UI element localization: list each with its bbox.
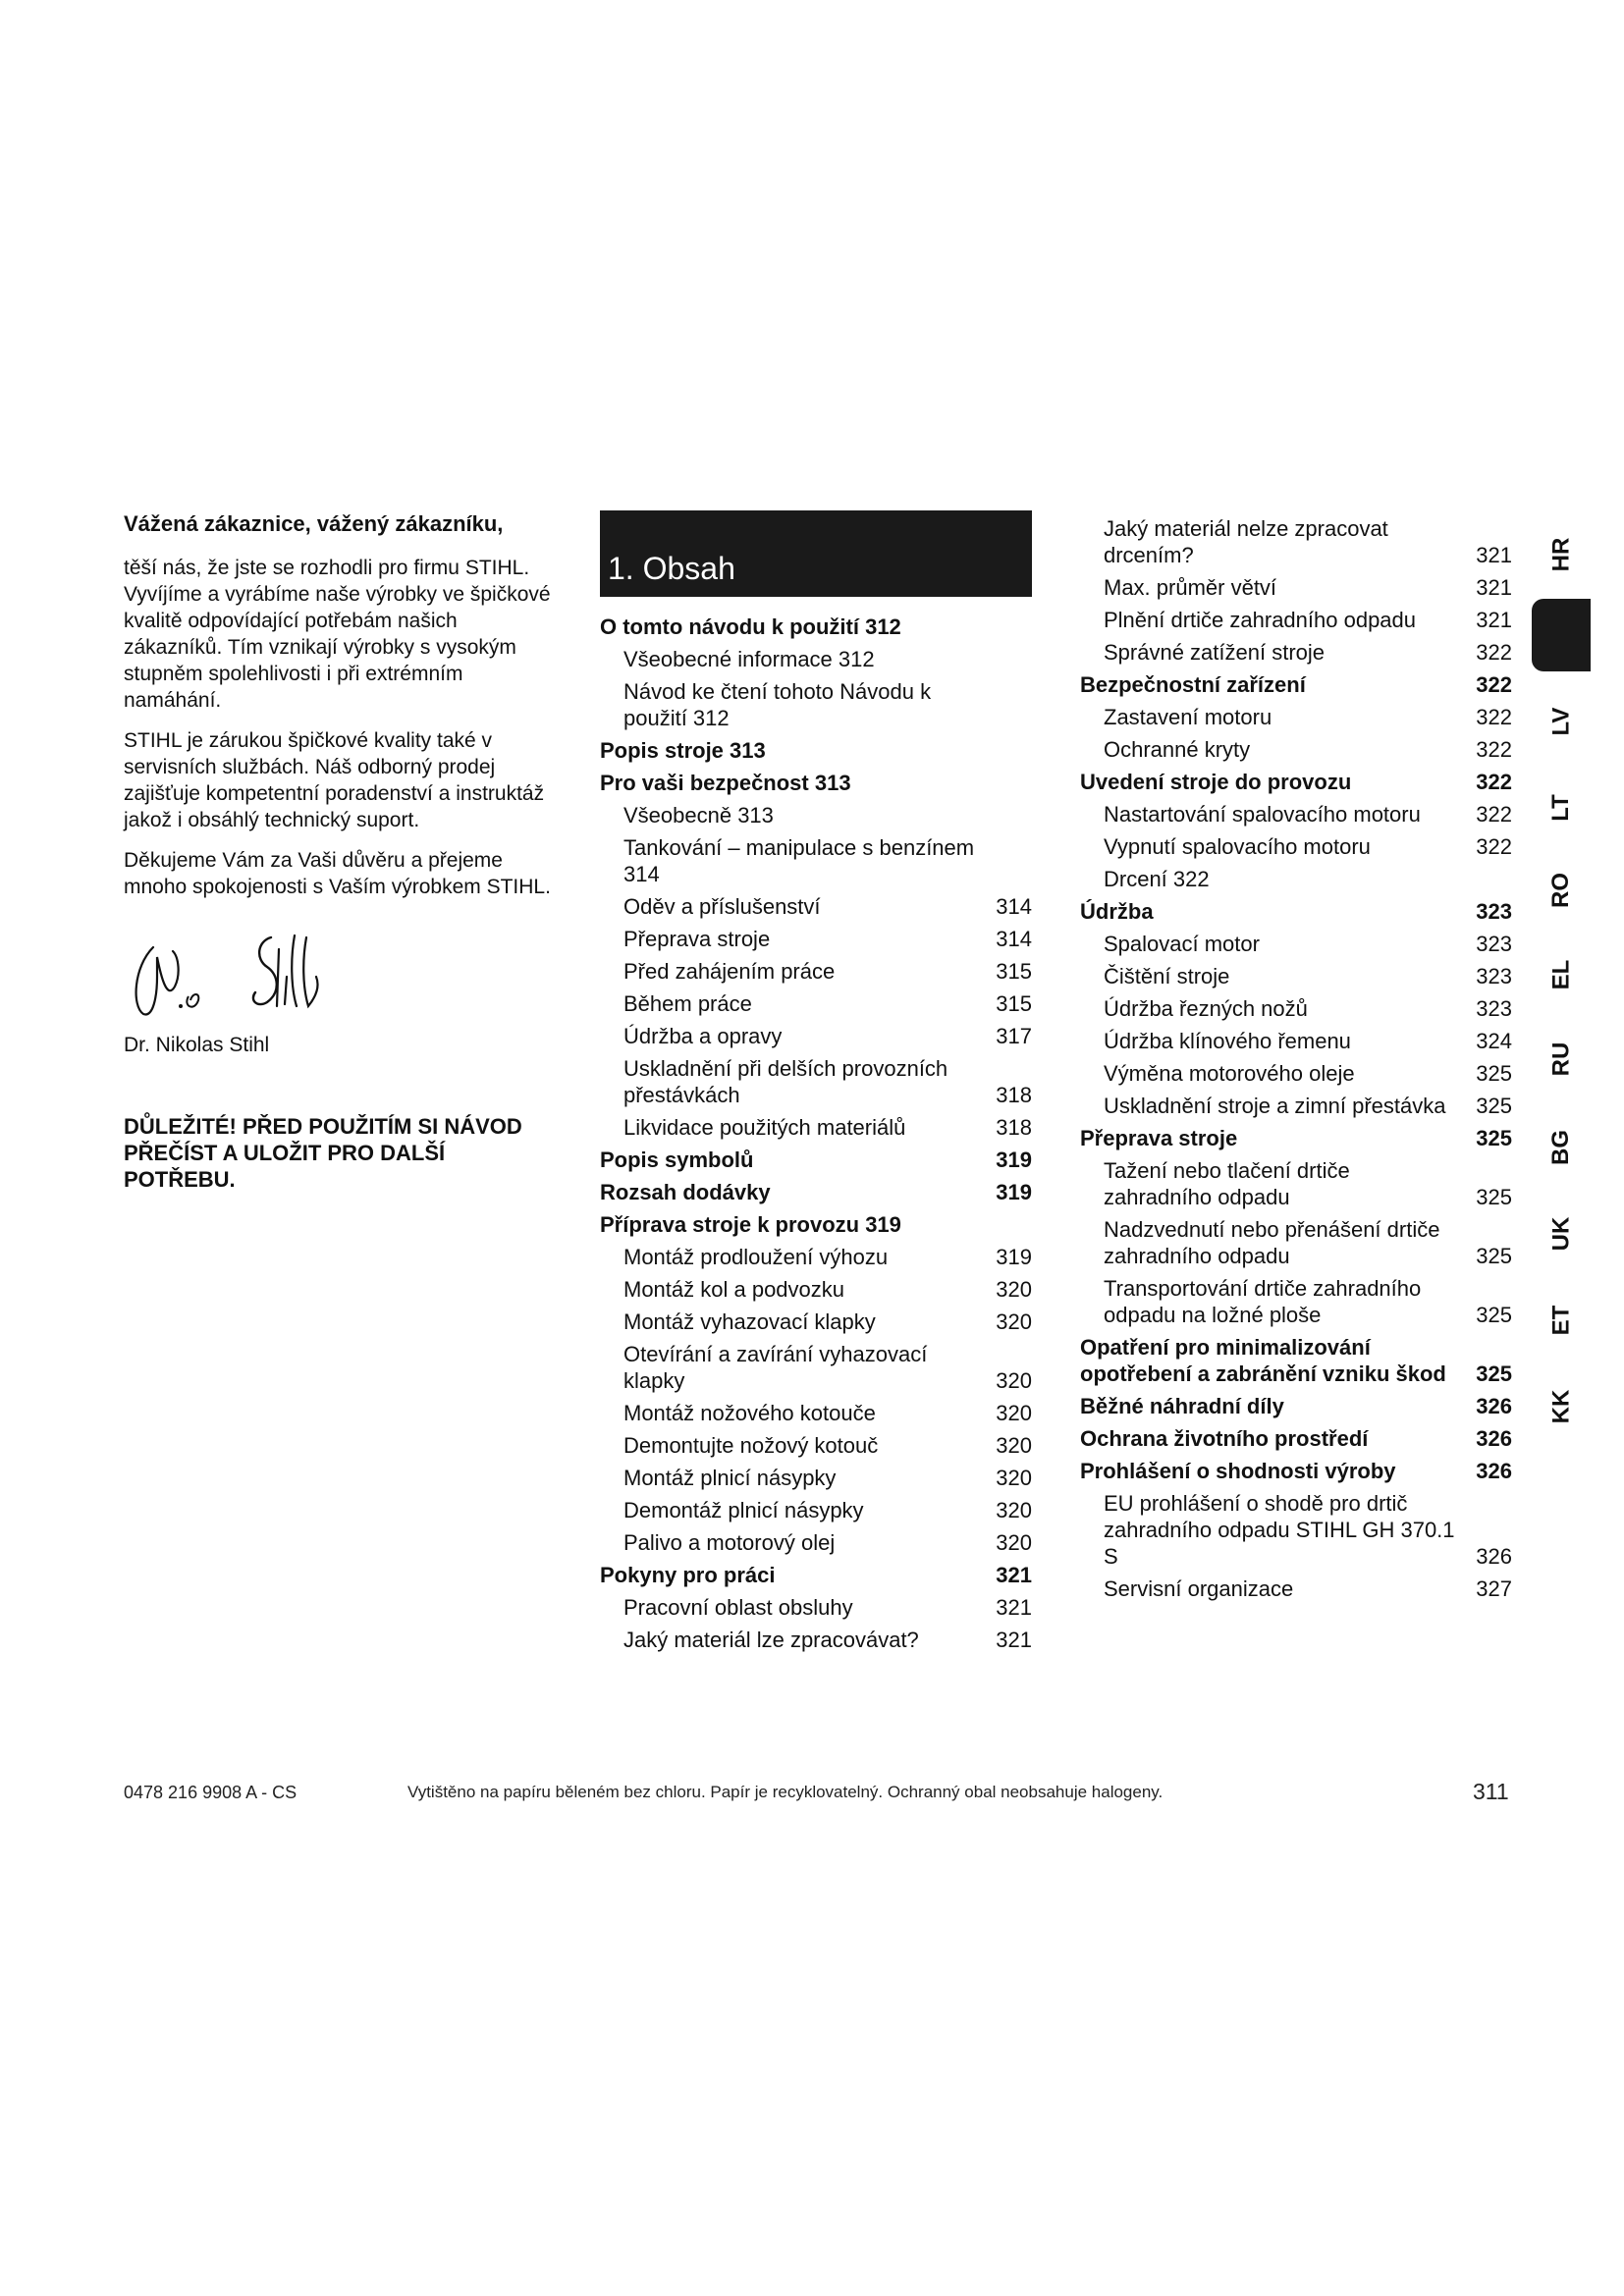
toc-entry-page: 324 [1476, 1029, 1512, 1053]
language-tab-et [1532, 1296, 1591, 1345]
toc-entry-page: 325 [1476, 1126, 1512, 1150]
toc-entry-title: Uskladnění při delších provozních přestávkách [623, 1056, 948, 1107]
toc-subsection-entry [600, 1306, 1032, 1338]
toc-entry-title: Ochranné kryty [1104, 737, 1251, 762]
language-tab-ro [1532, 866, 1591, 915]
toc-section-entry [1080, 1331, 1512, 1390]
toc-entry-title: Tažení nebo tlačení drtiče zahradního odpadu [1104, 1158, 1350, 1209]
toc-subsection-entry [600, 988, 1032, 1020]
toc-entry-title: Údržba a opravy [623, 1024, 783, 1048]
toc-subsection-entry [1080, 1213, 1512, 1272]
toc-list [600, 611, 1032, 1656]
toc-entry-title: Max. průměr větví [1104, 575, 1277, 600]
toc-entry-title: Demontáž plnicí násypky [623, 1498, 864, 1522]
toc-subsection-entry [600, 799, 1032, 831]
toc-subsection-entry [600, 1591, 1032, 1624]
toc-section-entry [600, 734, 1032, 767]
toc-entry-page: 322 [1476, 672, 1512, 697]
toc-entry-title: Opatření pro minimalizování opotřebení a zabránění vzniku škod [1080, 1335, 1446, 1386]
toc-entry-title: Příprava stroje k provozu 319 [600, 1212, 901, 1237]
toc-subsection-entry [1080, 636, 1512, 668]
toc-subsection-entry [600, 890, 1032, 923]
toc-entry-title: Uvedení stroje do provozu [1080, 770, 1352, 794]
toc-entry-title: Jaký materiál nelze zpracovat drcením? [1104, 516, 1388, 567]
toc-entry-page: 322 [1476, 737, 1512, 762]
toc-subsection-entry [600, 1273, 1032, 1306]
language-tab-kk [1532, 1382, 1591, 1431]
toc-entry-title: Montáž vyhazovací klapky [623, 1309, 876, 1334]
toc-entry-page: 325 [1476, 1362, 1512, 1386]
toc-entry-title: Přeprava stroje [1080, 1126, 1238, 1150]
toc-section-entry [1080, 766, 1512, 798]
toc-subsection-entry [600, 923, 1032, 955]
toc-entry-page: 326 [1476, 1544, 1512, 1569]
language-tab-label: HR [1546, 537, 1574, 572]
toc-entry-title: Montáž kol a podvozku [623, 1277, 845, 1302]
toc-entry-title: Zastavení motoru [1104, 705, 1272, 729]
toc-entry-page: 325 [1476, 1185, 1512, 1209]
toc-subsection-entry [600, 1338, 1032, 1397]
toc-entry-page: 315 [996, 959, 1032, 984]
handwritten-signature [124, 928, 350, 1022]
toc-subsection-entry [600, 1241, 1032, 1273]
language-tab-label: BG [1547, 1130, 1574, 1165]
toc-entry-page: 321 [1476, 543, 1512, 567]
toc-subsection-entry [600, 643, 1032, 675]
toc-entry-page: 325 [1476, 1303, 1512, 1327]
toc-subsection-entry [1080, 1487, 1512, 1573]
toc-entry-title: Drcení 322 [1104, 867, 1210, 891]
language-tab-label: EL [1546, 959, 1574, 990]
toc-entry-page: 325 [1476, 1244, 1512, 1268]
toc-entry-title: Ochrana životního prostředí [1080, 1426, 1369, 1451]
toc-section-entry [600, 1176, 1032, 1208]
toc-entry-title: O tomto návodu k použití 312 [600, 614, 901, 639]
toc-subsection-entry [1080, 571, 1512, 604]
toc-entry-title: Pracovní oblast obsluhy [623, 1595, 853, 1620]
toc-entry-title: Demontujte nožový kotouč [623, 1433, 879, 1458]
toc-entry-title: Popis stroje 313 [600, 738, 766, 763]
language-tab-label: RU [1546, 1041, 1574, 1077]
language-tab-label: UK [1546, 1216, 1574, 1252]
toc-entry-page: 321 [996, 1595, 1032, 1620]
toc-subsection-entry [600, 1020, 1032, 1052]
toc-entry-page: 318 [996, 1115, 1032, 1140]
toc-entry-page: 319 [996, 1148, 1032, 1172]
toc-entry-title: Výměna motorového oleje [1104, 1061, 1355, 1086]
toc-entry-page: 321 [996, 1563, 1032, 1587]
toc-entry-page: 326 [1476, 1426, 1512, 1451]
toc-entry-title: Popis symbolů [600, 1148, 754, 1172]
toc-entry-page: 320 [996, 1466, 1032, 1490]
toc-entry-title: Během práce [623, 991, 752, 1016]
toc-entry-page: 323 [1476, 899, 1512, 924]
toc-title: 1. Obsah [608, 551, 735, 586]
toc-entry-page: 321 [996, 1628, 1032, 1652]
language-tab-lt [1532, 783, 1591, 832]
toc-entry-page: 327 [1476, 1576, 1512, 1601]
toc-entry-title: Údržba [1080, 899, 1154, 924]
toc-entry-title: Plnění drtiče zahradního odpadu [1104, 608, 1417, 632]
language-tab-label: LT [1546, 794, 1574, 822]
toc-entry-title: Oděv a příslušenství [623, 894, 821, 919]
toc-entry-title: Nadzvednutí nebo přenášení drtiče zahradního odpadu [1104, 1217, 1440, 1268]
toc-subsection-entry [1080, 960, 1512, 992]
language-tab-active [1532, 599, 1591, 671]
toc-subsection-entry [1080, 512, 1512, 571]
toc-column-2 [1080, 512, 1512, 1605]
toc-subsection-entry [1080, 701, 1512, 733]
toc-entry-title: Návod ke čtení tohoto Návodu k použití 312 [623, 679, 932, 730]
language-tab-label: KK [1546, 1389, 1574, 1424]
toc-entry-title: Rozsah dodávky [600, 1180, 771, 1204]
toc-section-entry [1080, 1122, 1512, 1154]
toc-entry-page: 320 [996, 1498, 1032, 1522]
toc-subsection-entry [600, 1462, 1032, 1494]
toc-entry-page: 325 [1476, 1061, 1512, 1086]
toc-subsection-entry [1080, 1090, 1512, 1122]
toc-entry-page: 320 [996, 1368, 1032, 1393]
toc-section-entry [1080, 895, 1512, 928]
toc-entry-title: Čištění stroje [1104, 964, 1230, 988]
toc-subsection-entry [1080, 1272, 1512, 1331]
toc-entry-page: 314 [996, 927, 1032, 951]
toc-subsection-entry [600, 831, 1032, 890]
toc-entry-title: Jaký materiál lze zpracovávat? [623, 1628, 919, 1652]
intro-paragraph: Děkujeme Vám za Vaši důvěru a přejeme mnoho spokojenosti s Vaším výrobkem STIHL. [124, 849, 551, 898]
toc-entry-page: 326 [1476, 1394, 1512, 1418]
toc-section-entry [600, 1144, 1032, 1176]
toc-entry-page: 323 [1476, 932, 1512, 956]
print-note: Vytištěno na papíru běleném bez chloru. Papír je recyklovatelný. Ochranný obal neobsahuje halogeny. [407, 1783, 1164, 1801]
toc-list [1080, 512, 1512, 1605]
toc-entry-title: Nastartování spalovacího motoru [1104, 802, 1421, 827]
toc-entry-page: 321 [1476, 575, 1512, 600]
toc-entry-title: Všeobecně 313 [623, 803, 774, 828]
toc-entry-page: 322 [1476, 705, 1512, 729]
toc-section-entry [1080, 668, 1512, 701]
toc-entry-page: 319 [996, 1245, 1032, 1269]
language-tab-uk [1532, 1209, 1591, 1258]
toc-subsection-entry [1080, 1025, 1512, 1057]
intro-paragraph: STIHL je zárukou špičkové kvality také v servisních službách. Náš odborný prodej zajišťuje kompetentní poradenství a instruktáž jakož i obsáhlý technický suport. [124, 729, 545, 831]
greeting-heading: Vážená zákaznice, vážený zákazníku, [124, 511, 504, 536]
toc-subsection-entry [1080, 798, 1512, 830]
toc-title-bar [600, 510, 1032, 597]
toc-entry-page: 320 [996, 1309, 1032, 1334]
toc-entry-title: Servisní organizace [1104, 1576, 1294, 1601]
toc-entry-title: Likvidace použitých materiálů [623, 1115, 906, 1140]
toc-subsection-entry [1080, 733, 1512, 766]
important-notice: DŮLEŽITÉ! PŘED POUŽITÍM SI NÁVOD PŘEČÍST A ULOŽIT PRO DALŠÍ POTŘEBU. [124, 1114, 522, 1192]
toc-subsection-entry [600, 675, 1032, 734]
toc-subsection-entry [600, 1397, 1032, 1429]
toc-entry-title: Uskladnění stroje a zimní přestávka [1104, 1094, 1446, 1118]
toc-entry-page: 322 [1476, 802, 1512, 827]
toc-subsection-entry [1080, 1573, 1512, 1605]
toc-entry-title: Správné zatížení stroje [1104, 640, 1326, 665]
toc-subsection-entry [600, 1111, 1032, 1144]
toc-subsection-entry [1080, 1057, 1512, 1090]
toc-section-entry [600, 1559, 1032, 1591]
toc-entry-title: Údržba klínového řemenu [1104, 1029, 1351, 1053]
toc-subsection-entry [600, 1429, 1032, 1462]
toc-entry-title: Montáž prodloužení výhozu [623, 1245, 889, 1269]
toc-entry-page: 322 [1476, 834, 1512, 859]
language-tab-label: LV [1546, 707, 1574, 736]
language-tab-label: ET [1546, 1305, 1574, 1336]
toc-subsection-entry [600, 1052, 1032, 1111]
toc-section-entry [1080, 1455, 1512, 1487]
toc-entry-title: Tankování – manipulace s benzínem 314 [623, 835, 975, 886]
toc-entry-page: 323 [1476, 996, 1512, 1021]
intro-column [124, 510, 556, 1193]
document-code: 0478 216 9908 A - CS [124, 1783, 298, 1802]
toc-entry-title: Bezpečnostní zařízení [1080, 672, 1306, 697]
toc-section-entry [600, 611, 1032, 643]
toc-entry-title: Všeobecné informace 312 [623, 647, 875, 671]
language-tab-hr [1532, 530, 1591, 579]
toc-subsection-entry [1080, 992, 1512, 1025]
toc-entry-page: 320 [996, 1401, 1032, 1425]
toc-entry-title: Vypnutí spalovacího motoru [1104, 834, 1371, 859]
toc-entry-title: Montáž nožového kotouče [623, 1401, 876, 1425]
toc-subsection-entry [1080, 928, 1512, 960]
toc-entry-page: 314 [996, 894, 1032, 919]
toc-subsection-entry [600, 1624, 1032, 1656]
toc-subsection-entry [600, 1526, 1032, 1559]
toc-entry-page: 325 [1476, 1094, 1512, 1118]
toc-entry-title: Transportování drtiče zahradního odpadu na ložné ploše [1104, 1276, 1422, 1327]
toc-entry-page: 315 [996, 991, 1032, 1016]
toc-subsection-entry [1080, 604, 1512, 636]
toc-entry-page: 320 [996, 1277, 1032, 1302]
toc-entry-title: Pro vaši bezpečnost 313 [600, 771, 851, 795]
toc-entry-title: Spalovací motor [1104, 932, 1260, 956]
toc-entry-title: Údržba řezných nožů [1104, 996, 1308, 1021]
toc-subsection-entry [600, 955, 1032, 988]
intro-paragraph: těší nás, že jste se rozhodli pro firmu STIHL. Vyvíjíme a vyrábíme naše výrobky ve špičkové kvalitě odpovídající potřebám našich zákazníků. Tím vznikají výrobky s vysokým stupněm spolehlivosti i při extrémním namáhání. [124, 557, 551, 712]
signature-image [124, 928, 556, 1022]
toc-section-entry [1080, 1422, 1512, 1455]
toc-subsection-entry [1080, 1154, 1512, 1213]
toc-entry-page: 322 [1476, 640, 1512, 665]
toc-subsection-entry [600, 1494, 1032, 1526]
toc-entry-title: Pokyny pro práci [600, 1563, 776, 1587]
toc-entry-title: Před zahájením práce [623, 959, 836, 984]
page-number: 311 [1473, 1779, 1509, 1804]
toc-section-entry [600, 1208, 1032, 1241]
toc-entry-page: 322 [1476, 770, 1512, 794]
toc-subsection-entry [1080, 830, 1512, 863]
toc-section-entry [600, 767, 1032, 799]
toc-entry-title: Přeprava stroje [623, 927, 771, 951]
toc-entry-title: Běžné náhradní díly [1080, 1394, 1284, 1418]
toc-section-entry [1080, 1390, 1512, 1422]
signer-name: Dr. Nikolas Stihl [124, 1034, 270, 1056]
toc-entry-page: 326 [1476, 1459, 1512, 1483]
toc-entry-page: 317 [996, 1024, 1032, 1048]
toc-entry-page: 319 [996, 1180, 1032, 1204]
language-tab-lv [1532, 697, 1591, 746]
toc-entry-page: 320 [996, 1530, 1032, 1555]
toc-entry-title: Prohlášení o shodnosti výroby [1080, 1459, 1396, 1483]
toc-subsection-entry [1080, 863, 1512, 895]
language-tab-bg [1532, 1123, 1591, 1172]
toc-column-1 [600, 510, 1032, 1656]
toc-entry-page: 318 [996, 1083, 1032, 1107]
language-tab-el [1532, 950, 1591, 999]
toc-entry-page: 320 [996, 1433, 1032, 1458]
language-tab-label: RO [1547, 873, 1574, 908]
toc-entry-title: Palivo a motorový olej [623, 1530, 836, 1555]
toc-entry-title: EU prohlášení o shodě pro drtič zahradního odpadu STIHL GH 370.1 S [1104, 1491, 1455, 1569]
toc-entry-title: Otevírání a zavírání vyhazovací klapky [623, 1342, 928, 1393]
toc-entry-page: 321 [1476, 608, 1512, 632]
language-tab-ru [1532, 1035, 1591, 1084]
toc-entry-title: Montáž plnicí násypky [623, 1466, 837, 1490]
toc-entry-page: 323 [1476, 964, 1512, 988]
